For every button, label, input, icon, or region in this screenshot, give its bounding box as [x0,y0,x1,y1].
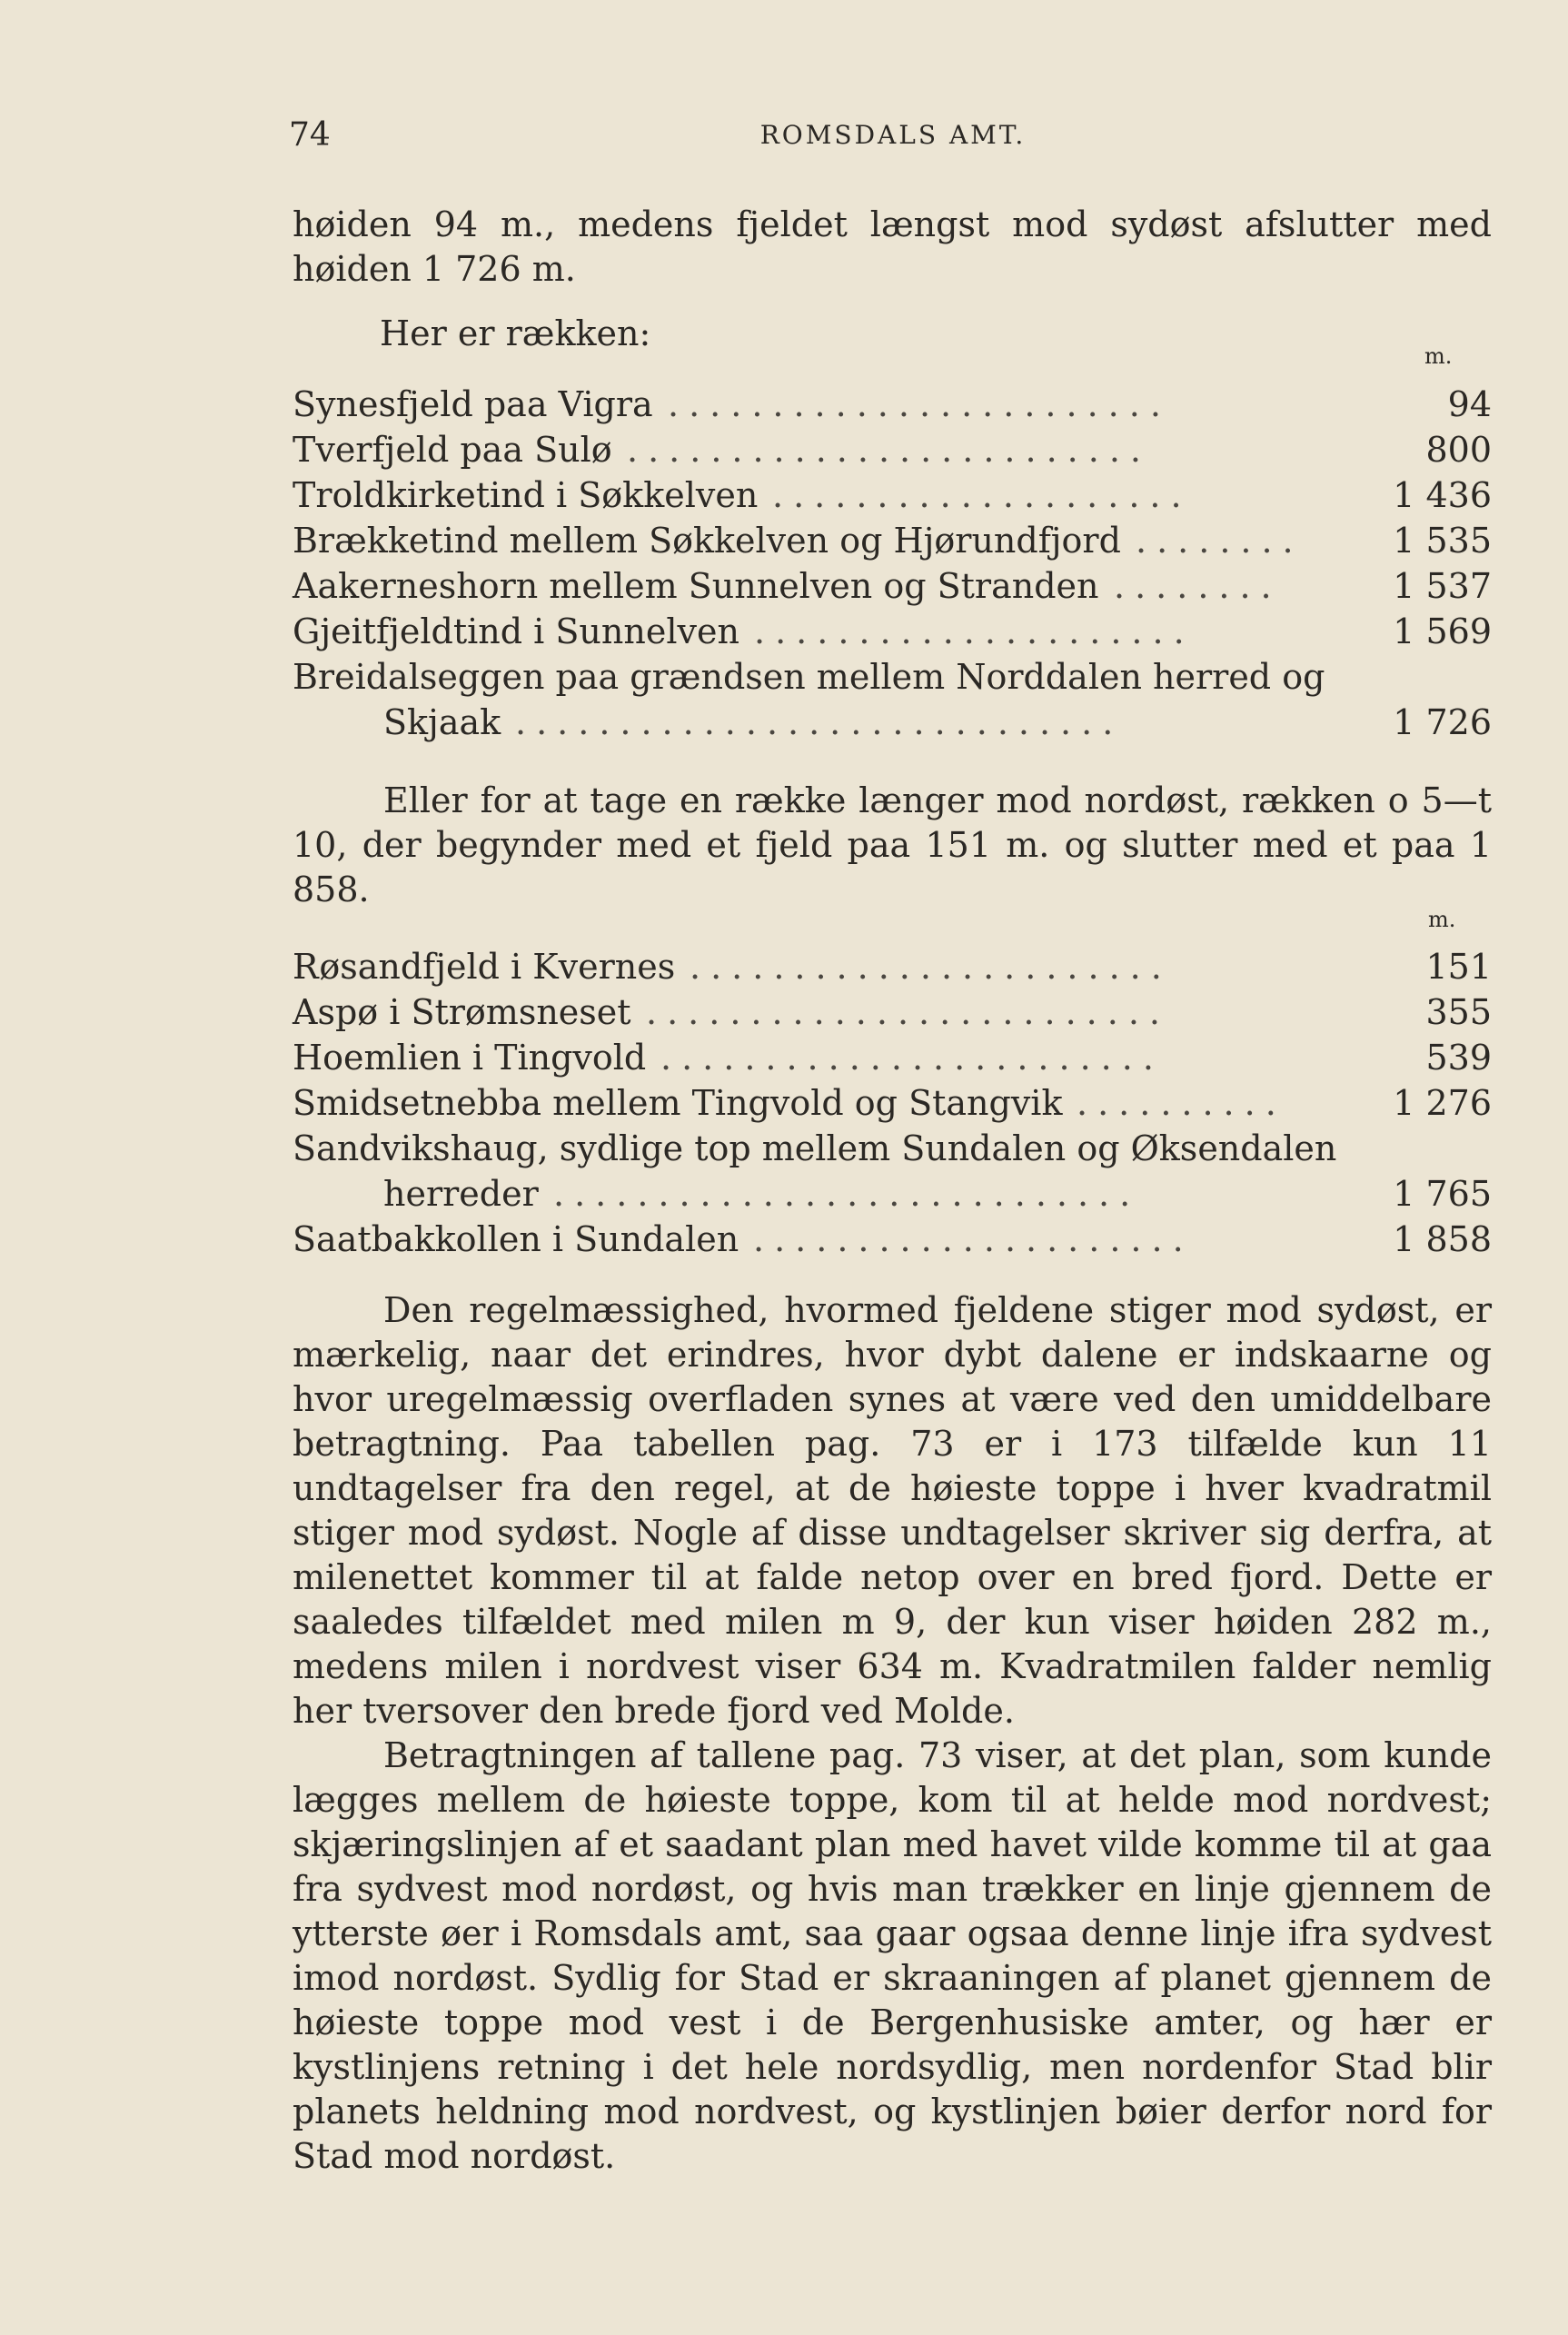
table-row [293,992,1492,1038]
middle-paragraph: Eller for at tage en række længer mod nordøst, rækken o 5—t 10, der begynder med et fjeld paa 151 m. og slutter med et paa 1 858. [293,780,1492,909]
closing-paragraph-1: Den regelmæssighed, hvormed fjeldene stiger mod sydøst, er mærkelig, naar det erindres, hvor dybt dalene er indskaarne og hvor uregelmæssig overfladen synes at være ved den umiddelbare betragtning. Paa tabellen pag. 73 er i 173 tilfælde kun 11 undtagelser fra den regel, at de høieste toppe i hver kvadratmil stiger mod sydøst. Nogle af disse undtagelser skriver sig derfra, at milenettet kommer til at falde netop over en bred fjord. Dette er saaledes tilfældet med milen m 9, der kun viser høiden 282 m., medens milen i nordvest viser 634 m. Kvadratmilen falder nemlig her tversover den brede fjord ved Molde. [293,1290,1492,1731]
height-value: 539 [1425,1038,1492,1078]
table-row-continuation [293,1174,1492,1219]
place-name: Aakerneshorn mellem Sunnelven og Stranden [293,566,1099,606]
table-row [293,1083,1492,1128]
dot-leader: ........................ [668,384,1171,424]
height-value: 1 765 [1393,1174,1492,1214]
dot-leader: ........ [1136,521,1304,561]
place-name: Gjeitfjeldtind i Sunnelven [293,611,739,651]
table-row [293,384,1492,430]
place-name: Troldkirketind i Søkkelven [293,475,759,515]
place-name: Saatbakkollen i Sundalen [293,1219,739,1259]
table1-intro: Her er rækken: [380,313,651,353]
place-name: Røsandfjeld i Kvernes [293,947,676,987]
place-name: Smidsetnebba mellem Tingvold og Stangvik [293,1083,1063,1123]
height-table-1 [293,384,1492,748]
dot-leader: ......................... [627,430,1151,470]
place-name-continuation: Skjaak [383,702,501,742]
table-row [293,1219,1492,1265]
table2-unit: m. [1428,907,1456,932]
middle-paragraph-block [293,779,1492,912]
table-row [293,566,1492,611]
place-name: Sandvikshaug, sydlige top mellem Sundalen og Øksendalen [293,1128,1337,1168]
opening-paragraph-block [293,203,1492,292]
place-name: Synesfjeld paa Vigra [293,384,653,424]
height-table-2 [293,947,1492,1265]
height-value: 94 [1447,384,1492,424]
table-row [293,1038,1492,1083]
height-value: 1 858 [1393,1219,1492,1259]
table-row [293,611,1492,657]
dot-leader: ............................ [553,1174,1141,1214]
running-head: ROMSDALS AMT. [759,120,1027,150]
place-name: Aspø i Strømsneset [293,992,631,1032]
height-value: 1 276 [1393,1083,1492,1123]
dot-leader: ..................... [753,1219,1194,1259]
table-row [293,430,1492,475]
page-number: 74 [289,116,331,154]
height-value: 1 726 [1393,702,1492,742]
table-row-continuation [293,702,1492,748]
dot-leader: ............................. [515,702,1124,742]
dot-leader: ....................... [690,947,1172,987]
page-header [289,116,1497,162]
dot-leader: .......... [1077,1083,1286,1123]
height-value: 151 [1425,947,1492,987]
height-value: 1 535 [1393,521,1492,561]
place-name-continuation: herreder [383,1174,539,1214]
table-row [293,657,1492,702]
table1-unit: m. [1424,343,1453,369]
opening-paragraph: høiden 94 m., medens fjeldet længst mod sydøst afslutter med høiden 1 726 m. [293,204,1492,289]
place-name: Breidalseggen paa grændsen mellem Norddalen herred og [293,657,1325,697]
height-value: 1 436 [1393,475,1492,515]
table-row [293,1128,1492,1174]
height-value: 1 537 [1393,566,1492,606]
dot-leader: ........................ [660,1038,1164,1078]
table-row [293,475,1492,521]
place-name: Hoemlien i Tingvold [293,1038,647,1078]
closing-paragraphs-block [293,1288,1492,2179]
table-row [293,521,1492,566]
height-value: 1 569 [1393,611,1492,651]
place-name: Brækketind mellem Søkkelven og Hjørundfjord [293,521,1121,561]
dot-leader: ..................... [754,611,1195,651]
place-name: Tverfjeld paa Sulø [293,430,612,470]
height-value: 800 [1425,430,1492,470]
dot-leader: .................... [772,475,1192,515]
height-value: 355 [1425,992,1492,1032]
dot-leader: ........ [1114,566,1282,606]
dot-leader: ......................... [646,992,1170,1032]
table-row [293,947,1492,992]
closing-paragraph-2: Betragtningen af tallene pag. 73 viser, at det plan, som kunde lægges mellem de høieste toppe, kom til at helde mod nordvest; skjæringslinjen af et saadant plan med havet vilde komme til at gaa fra sydvest mod nordøst, og hvis man trækker en linje gjennem de ytterste øer i Romsdals amt, saa gaar ogsaa denne linje ifra sydvest imod nordøst. Sydlig for Stad er skraaningen af planet gjennem de høieste toppe mod vest i de Bergenhusiske amter, og hær er kystlinjens retning i det hele nordsydlig, men nordenfor Stad blir planets heldning mod nordvest, og kystlinjen bøier derfor nord for Stad mod nordøst. [293,1735,1492,2176]
